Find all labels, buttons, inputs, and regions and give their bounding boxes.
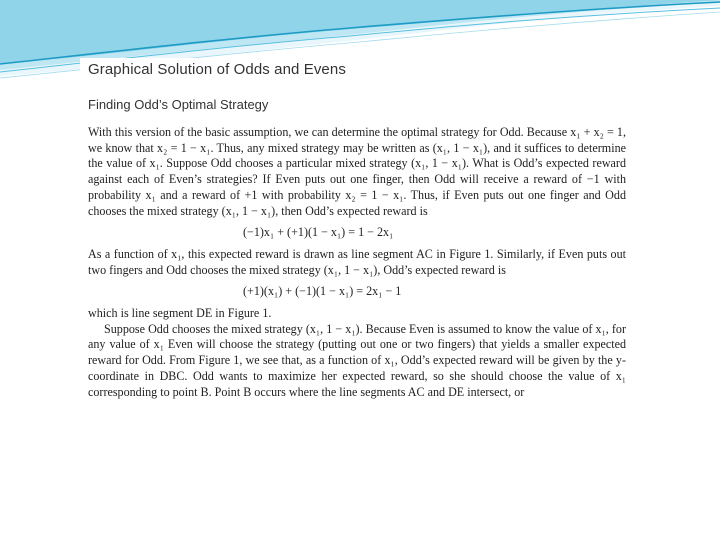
paragraph: As a function of x₁, this expected reward is drawn as line segment AC in Figure 1. Similarly, if Even puts out two fingers and Odd chooses the mixed strategy (x₁, 1 − x₁), Odd’s expected reward is (88, 246, 626, 277)
paragraph: With this version of the basic assumption, we can determine the optimal strategy for Odd. Because x₁ + x₂ = 1, we know that x₂ = 1 − x₁. Thus, any mixed strategy may be written as (x₁, 1 − x₁), and it suffices to determine the value of x₁. Suppose Odd chooses a particular mixed strategy (x₁, 1 − x₁). What is Odd’s expected reward against each of Even’s strategies? If Even puts out one finger, then Odd will receive a reward of −1 with probability x₁ and a reward of +1 with probability x₂ = 1 − x₁. Thus, if Even puts out one finger and Odd chooses the mixed strategy (x₁, 1 − x₁), then Odd’s expected reward is (88, 125, 626, 218)
equation: (+1)(x₁) + (−1)(1 − x₁) = 2x₁ − 1 (243, 284, 402, 299)
paragraph: Suppose Odd chooses the mixed strategy (x₁, 1 − x₁). Because Even is assumed to know the value of x₁, for any value of x₁ Even will choose the strategy (putting out one or two fingers) that yields a smaller expected reward for Odd. From Figure 1, we see that, as a function of x₁, Odd’s expected reward will be given by the y-coordinate in DBC. Odd wants to maximize her expected reward, so she should choose the value of x₁ corresponding to point B. Point B occurs where the line segments AC and DE intersect, or (88, 321, 626, 399)
body-text (88, 125, 626, 400)
section-heading: Finding Odd’s Optimal Strategy (88, 97, 269, 112)
paragraph: which is line segment DE in Figure 1. (88, 306, 272, 321)
page-title: Graphical Solution of Odds and Evens (88, 61, 346, 78)
equation: (−1)x₁ + (+1)(1 − x₁) = 1 − 2x₁ (243, 225, 394, 240)
document-page (80, 58, 628, 508)
